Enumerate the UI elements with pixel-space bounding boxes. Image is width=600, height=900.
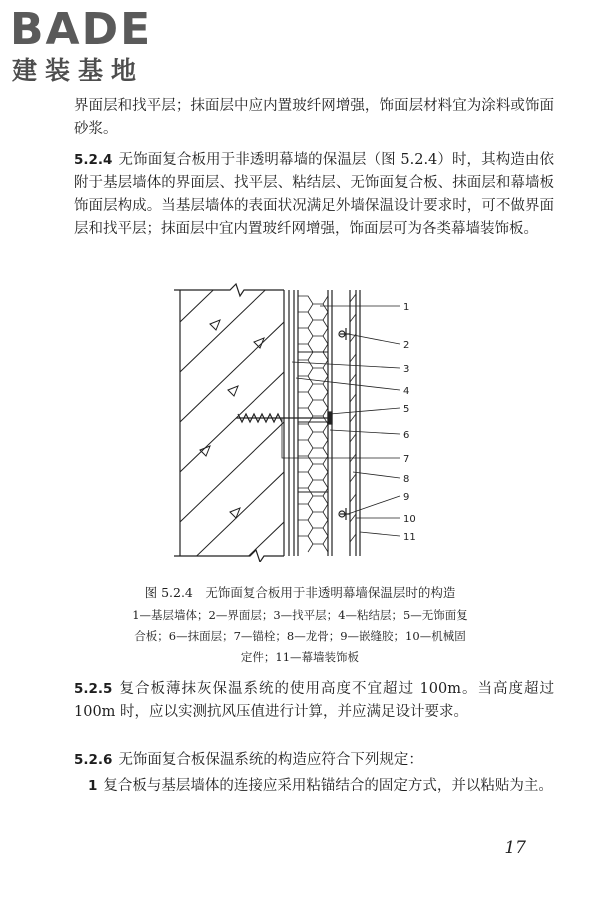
base-wall [180,282,284,562]
logo-subtitle: 建装基地 [12,56,145,85]
item-number: 1 [88,778,98,794]
figure-legend-line: 定件；11—幕墙装饰板 [240,650,360,664]
callout-5: 5 [403,404,410,415]
construction-section-figure [170,282,430,562]
item-text: 复合板与基层墙体的连接应采用粘锚结合的固定方式，并以粘贴为主。 [103,778,553,794]
clause-text: 无饰面复合板保温系统的构造应符合下列规定： [118,752,423,768]
logo-wordmark: BADE [10,4,153,55]
clause-number: 5.2.5 [74,681,113,697]
clause-5-2-4 [74,149,554,241]
callout-10: 10 [403,514,416,525]
paragraph-continuation: 界面层和找平层；抹面层中应内置玻纤网增强，饰面层材料宜为涂料或饰面砂浆。 [74,98,554,137]
callout-7: 7 [403,454,410,465]
bade-logo [10,6,180,90]
composite-board [298,296,328,552]
mechanical-fixings [339,328,350,520]
figure-legend-line: 合板；6—抹面层；7—锚栓；8—龙骨；9—嵌缝胶；10—机械固 [134,629,466,643]
clause-number: 5.2.4 [74,152,113,168]
callout-1: 1 [403,302,410,313]
callout-9: 9 [403,492,410,503]
callout-4: 4 [403,386,410,397]
clause-item-1 [74,775,554,798]
callout-6: 6 [403,430,410,441]
page-number: 17 [504,838,526,858]
clause-text: 无饰面复合板用于非透明幕墙的保温层（图 5.2.4）时，其构造由依附于基层墙体的界面层、找平层、粘结层、无饰面复合板、抹面层和幕墙板饰面层构成。当基层墙体的表面状况满足外墙保温设计要求时，可不做界面层和找平层；抹面层中宜内置玻纤网增强，饰面层可为各类幕墙装饰板。 [74,152,554,237]
clause-text: 复合板薄抹灰保温系统的使用高度不宜超过 100m。当高度超过 100m 时，应以实测抗风压值进行计算，并应满足设计要求。 [74,681,554,720]
callout-3: 3 [403,364,410,375]
figure-legend-line: 1—基层墙体；2—界面层；3—找平层；4—粘结层；5—无饰面复 [132,608,468,622]
figure-caption-title: 图 5.2.4 无饰面复合板用于非透明幕墙保温层时的构造 [144,585,456,600]
callout-2: 2 [403,340,410,351]
callout-11: 11 [403,532,416,543]
callout-8: 8 [403,474,410,485]
clause-5-2-5 [74,678,554,724]
clause-5-2-6 [74,749,554,772]
clause-number: 5.2.6 [74,752,113,768]
